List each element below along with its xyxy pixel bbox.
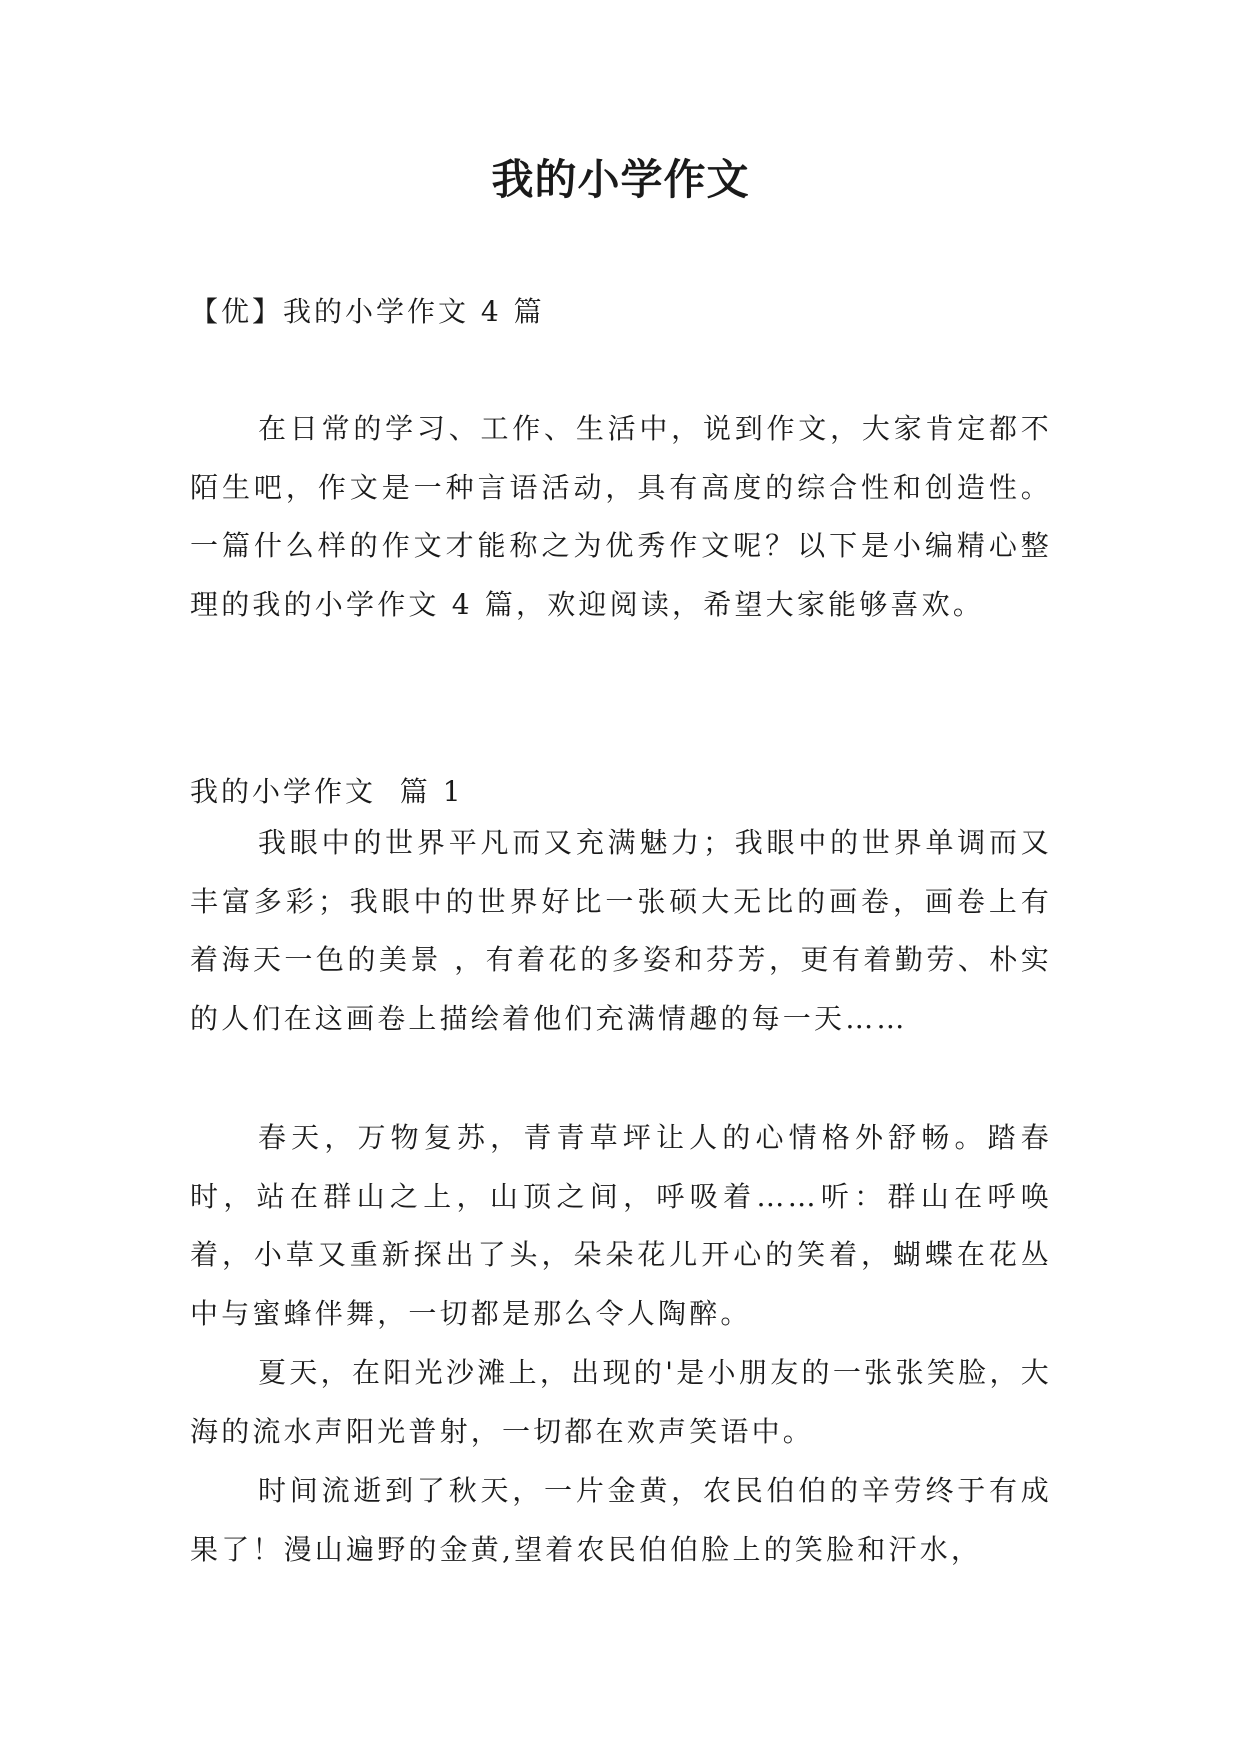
body-paragraph: 我眼中的世界平凡而又充满魅力；我眼中的世界单调而又丰富多彩；我眼中的世界好比一张硕大无比的画卷，画卷上有着海天一色的美景 ，有着花的多姿和芬芳，更有着勤劳、朴实的人们在这画卷上描绘着他们充满情趣的每一天……	[190, 826, 1052, 1035]
body-paragraph: 时间流逝到了秋天，一片金黄，农民伯伯的辛劳终于有成果了！漫山遍野的金黄,望着农民伯伯脸上的笑脸和汗水，	[190, 1474, 1052, 1566]
body-paragraph: 夏天，在阳光沙滩上，出现的'是小朋友的一张张笑脸，大海的流水声阳光普射，一切都在欢声笑语中。	[190, 1356, 1052, 1448]
body-paragraph: 春天，万物复苏，青青草坪让人的心情格外舒畅。踏春时，站在群山之上，山顶之间，呼吸着……听：群山在呼唤着，小草又重新探出了头，朵朵花儿开心的笑着，蝴蝶在花丛中与蜜蜂伴舞，一切都是那么令人陶醉。	[190, 1121, 1052, 1330]
document-subtitle: 【优】我的小学作文 4 篇	[190, 295, 545, 328]
section-heading: 我的小学作文 篇 1	[190, 775, 464, 808]
intro-paragraph: 在日常的学习、工作、生活中，说到作文，大家肯定都不陌生吧，作文是一种言语活动，具有高度的综合性和创造性。一篇什么样的作文才能称之为优秀作文呢？以下是小编精心整理的我的小学作文 4 篇，欢迎阅读，希望大家能够喜欢。	[190, 412, 1052, 621]
document-title: 我的小学作文	[491, 155, 750, 204]
